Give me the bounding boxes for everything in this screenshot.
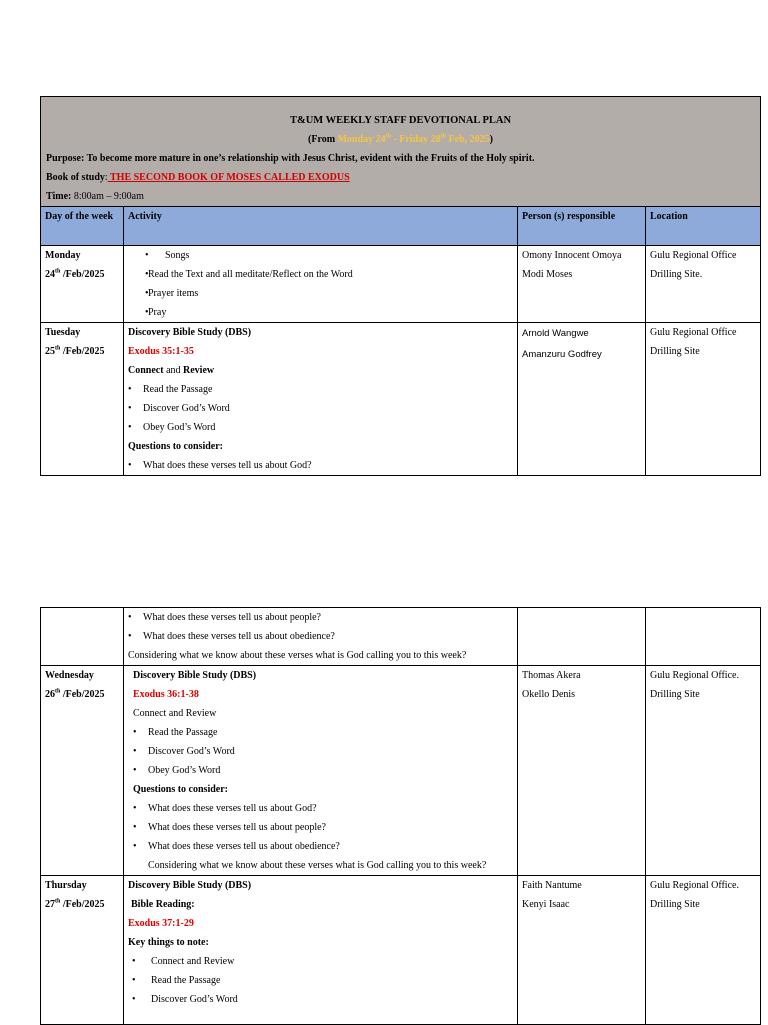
col-day: Day of the week — [41, 207, 124, 246]
activity-cell: • Songs • Read the Text and all meditate/Reflect on the Word • Prayer items • Pray — [124, 246, 518, 323]
table-row-tuesday-continued — [41, 608, 761, 666]
plan-purpose: Purpose: To become more mature in one’s relationship with Jesus Christ, evident with the Fruits of the Holy spirit. — [46, 153, 535, 164]
col-location: Location — [646, 207, 761, 246]
plan-date-range: (From Monday 24th - Friday 28th Feb, 2025) — [308, 133, 493, 145]
activity-cell: Discovery Bible Study (DBS) Exodus 36:1-38 Connect and Review • Read the Passage • Discover God’s Word • Obey God’s Word Questions to consider: • What does these verses tell us about God? • What does these verses tell us about people? • What does these verses tell us about obedience? Considering what we know about these verses what is God calling you to this week? — [124, 666, 518, 876]
day-cell: Thursday 27th /Feb/2025 — [41, 876, 124, 1025]
location-cell: Gulu Regional Office Drilling Site. — [646, 246, 761, 323]
person-cell — [518, 608, 646, 666]
col-person: Person (s) responsible — [518, 207, 646, 246]
plan-book-of-study: Book of study: THE SECOND BOOK OF MOSES CALLED EXODUS — [46, 172, 350, 183]
table-row-thursday — [41, 876, 761, 1025]
location-cell: Gulu Regional Office. Drilling Site — [646, 876, 761, 1025]
activity-cell: • What does these verses tell us about people? • What does these verses tell us about obedience? Considering what we know about these verses what is God calling you to this week? — [124, 608, 518, 666]
plan-header — [41, 97, 761, 207]
person-cell: Faith Nantume Kenyi Isaac — [518, 876, 646, 1025]
day-cell: Tuesday 25th /Feb/2025 — [41, 323, 124, 476]
person-cell: Thomas Akera Okello Denis — [518, 666, 646, 876]
devotional-plan-table-page2 — [40, 607, 761, 1025]
table-row-monday — [41, 246, 761, 323]
col-activity: Activity — [124, 207, 518, 246]
day-cell — [41, 608, 124, 666]
plan-title: T&UM WEEKLY STAFF DEVOTIONAL PLAN — [289, 115, 512, 126]
person-cell: Arnold Wangwe Amanzuru Godfrey — [518, 323, 646, 476]
column-headers — [41, 207, 761, 246]
day-cell: Wednesday 26th /Feb/2025 — [41, 666, 124, 876]
devotional-plan-table-page1 — [40, 96, 761, 476]
activity-cell: Discovery Bible Study (DBS) Exodus 35:1-35 Connect and Review • Read the Passage • Discover God’s Word • Obey God’s Word Questions to consider: • What does these verses tell us about God? — [124, 323, 518, 476]
person-cell: Omony Innocent Omoya Modi Moses — [518, 246, 646, 323]
day-cell: Monday 24th /Feb/2025 — [41, 246, 124, 323]
plan-time: Time: 8:00am – 9:00am — [46, 191, 144, 202]
location-cell: Gulu Regional Office. Drilling Site — [646, 666, 761, 876]
table-row-tuesday — [41, 323, 761, 476]
location-cell — [646, 608, 761, 666]
location-cell: Gulu Regional Office Drilling Site — [646, 323, 761, 476]
activity-cell: Discovery Bible Study (DBS) Bible Reading: Exodus 37:1-29 Key things to note: • Connect and Review • Read the Passage • Discover God’s Word — [124, 876, 518, 1025]
table-row-wednesday — [41, 666, 761, 876]
